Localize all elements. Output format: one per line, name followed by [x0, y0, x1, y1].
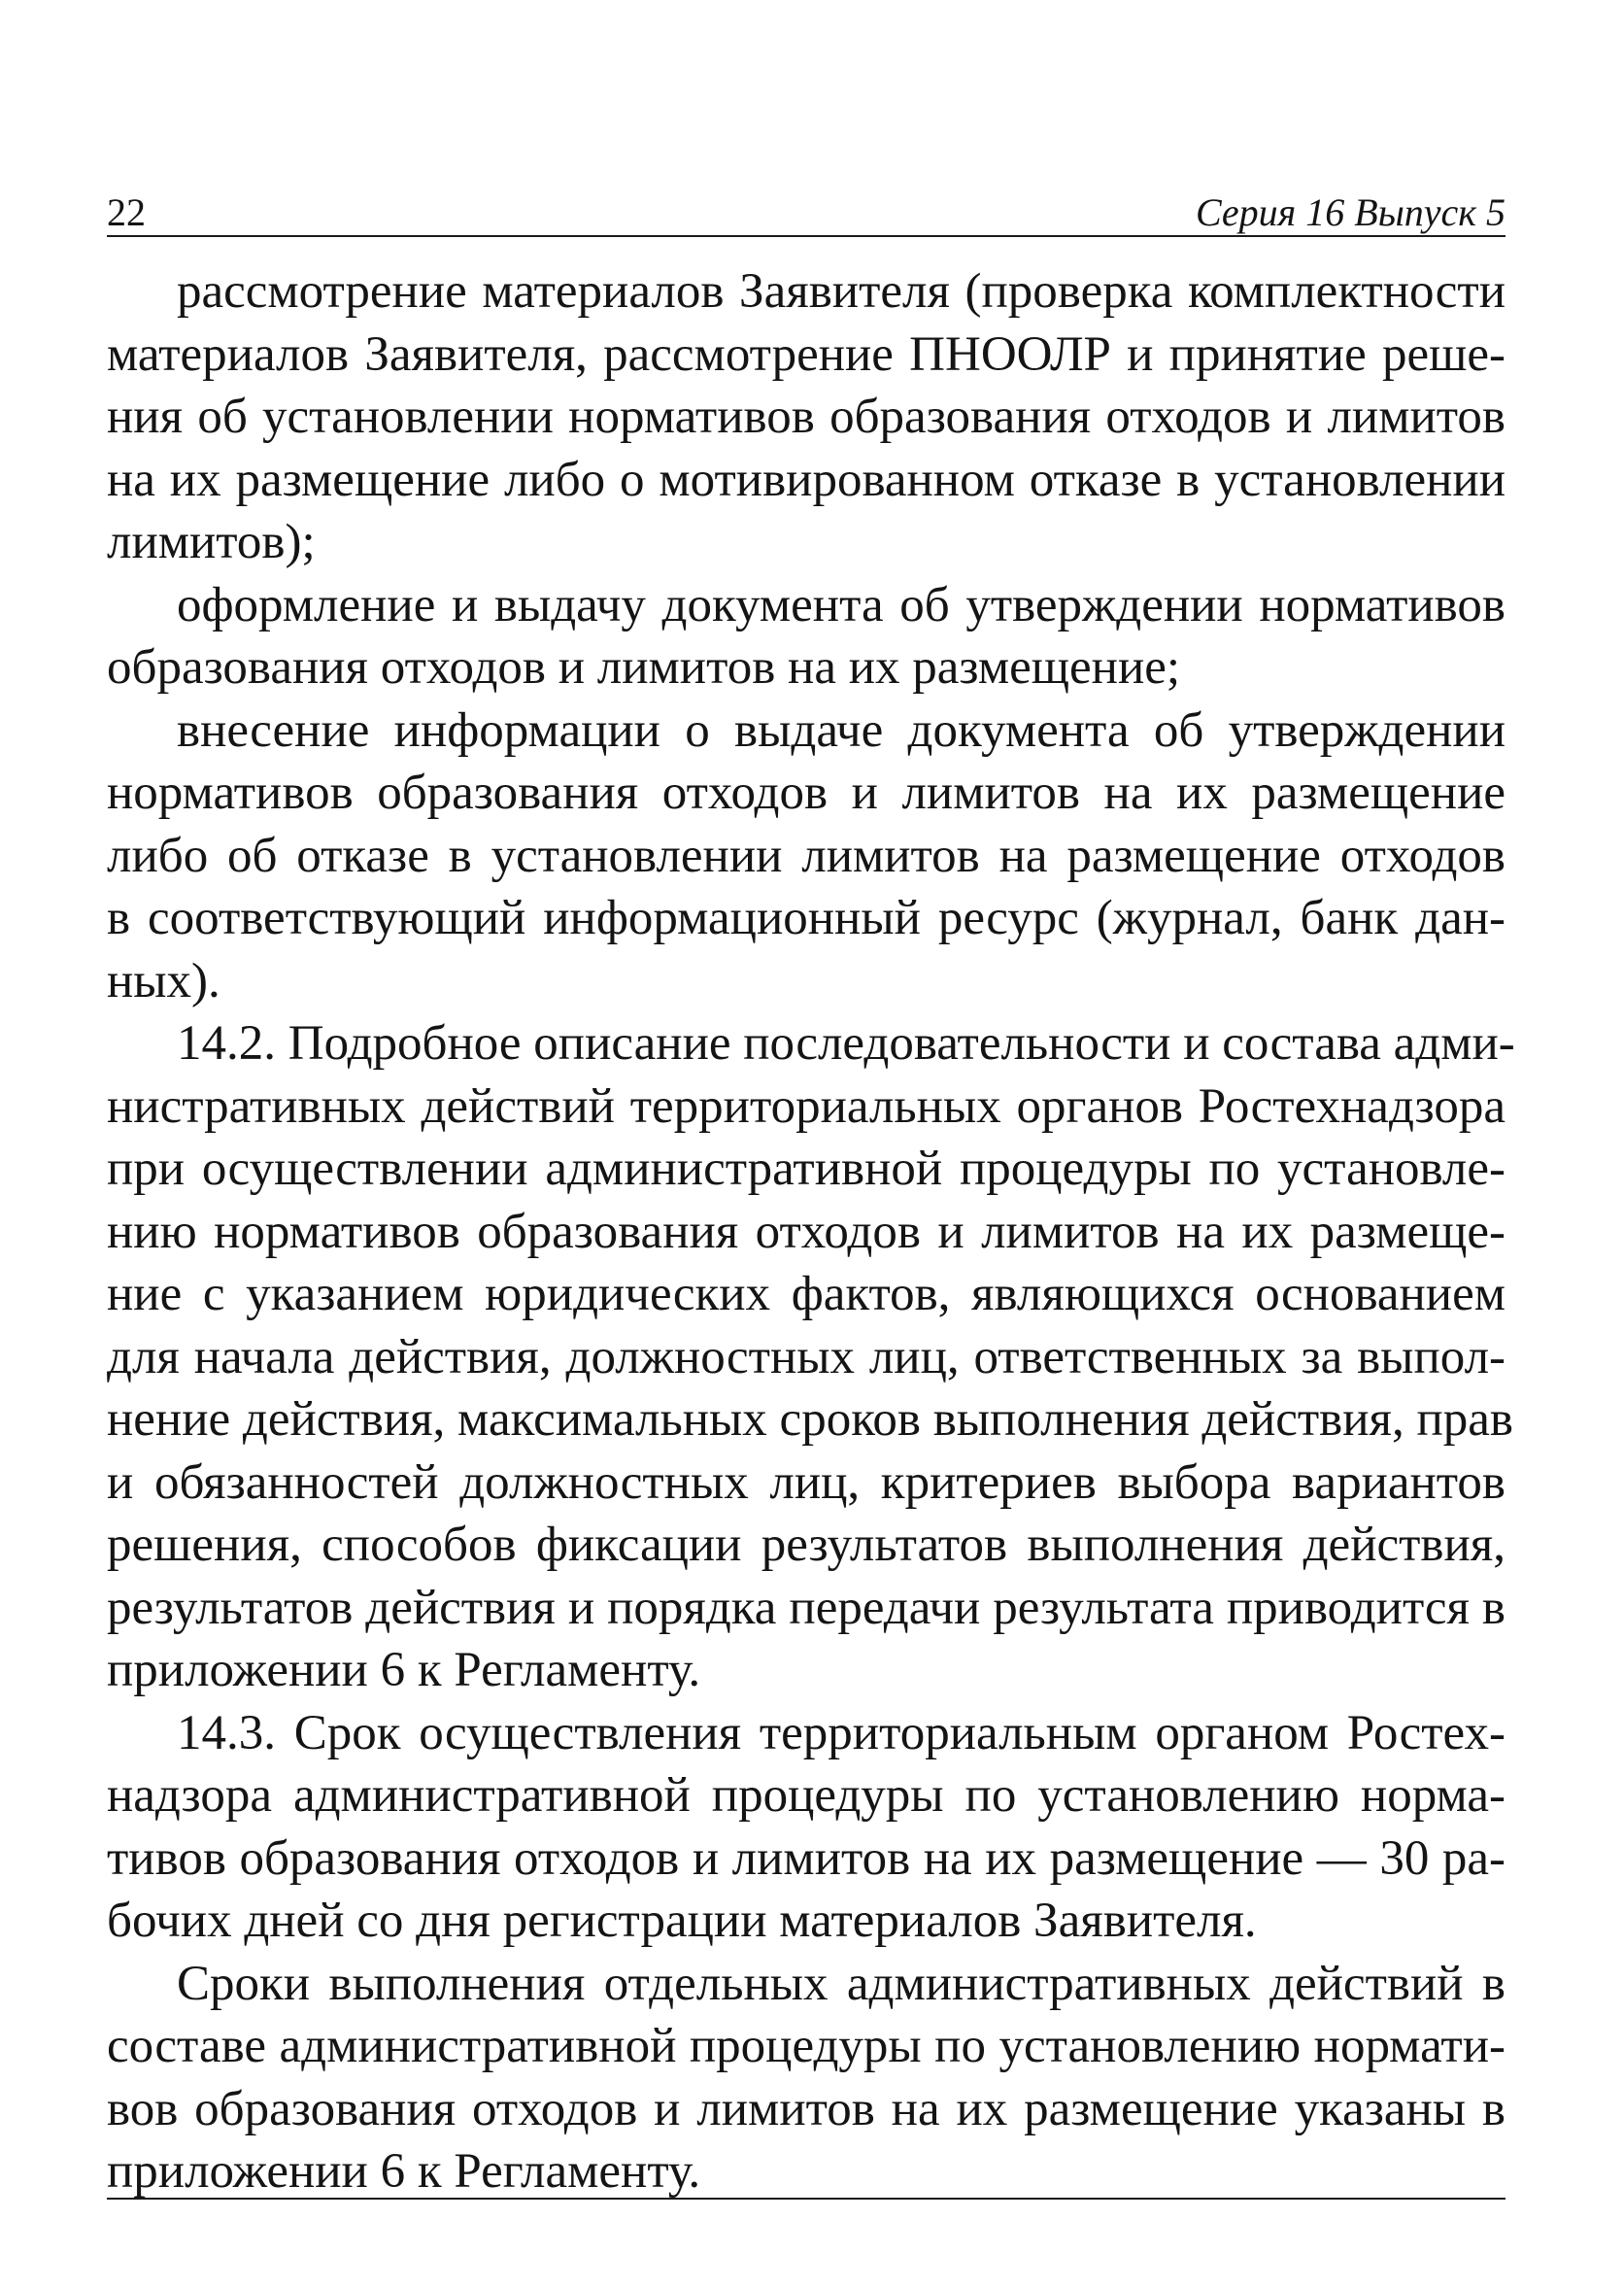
text-line: составе административной процедуры по установлению нормати- [107, 2019, 1506, 2073]
page-number: 22 [107, 190, 146, 234]
paragraph-deadlines [107, 1953, 1506, 2203]
text-line: и обязанностей должностных лиц, критериев выбора вариантов [107, 1454, 1506, 1510]
text-line: надзора административной процедуры по установлению норма- [107, 1768, 1506, 1823]
running-head: Серия 16 Выпуск 5 [1195, 190, 1506, 234]
text-line: результатов действия и порядка передачи результата приводится в [107, 1580, 1506, 1635]
text-line: нормативов образования отходов и лимитов на их размещение [107, 766, 1506, 820]
text-line: внесение информации о выдаче документа об утверждении [177, 702, 1506, 758]
text-line: образования отходов и лимитов на их размещение; [107, 640, 1181, 695]
paragraph-enter-information [107, 700, 1506, 1013]
text-line: вов образования отходов и лимитов на их размещение указаны в [107, 2081, 1506, 2136]
paragraph-review-materials [107, 260, 1506, 574]
text-line: ния об установлении нормативов образования отходов и лимитов [107, 390, 1506, 444]
paragraph-issue-document [107, 574, 1506, 700]
text-line: решения, способов фиксации результатов выполнения действия, [107, 1518, 1506, 1572]
text-line: оформление и выдачу документа об утверждении нормативов [177, 577, 1506, 632]
text-line: 14.2. Подробное описание последовательности и состава адми- [177, 1016, 1515, 1071]
text-line: нение действия, максимальных сроков выполнения действия, прав [107, 1392, 1513, 1447]
body-text [107, 260, 1515, 2203]
text-line: приложении 6 к Регламенту. [107, 2144, 701, 2199]
text-line: тивов образования отходов и лимитов на их размещение — 30 ра- [107, 1830, 1506, 1886]
text-line: 14.3. Срок осуществления территориальным органом Ростех- [177, 1705, 1506, 1760]
text-line: в соответствующий информационный ресурс (журнал, банк дан- [107, 891, 1506, 945]
text-line: либо об отказе в установлении лимитов на размещение отходов [107, 828, 1506, 883]
text-line: ние с указанием юридических фактов, являющихся основанием [107, 1267, 1506, 1321]
text-line: бочих дней со дня регистрации материалов Заявителя. [107, 1894, 1257, 1948]
text-line: нистративных действий территориальных органов Ростехнадзора [107, 1078, 1506, 1134]
text-line: нию нормативов образования отходов и лимитов на их размеще- [107, 1204, 1506, 1259]
paragraph-14-3 [107, 1702, 1506, 1953]
text-line: на их размещение либо о мотивированном отказе в установлении [107, 452, 1506, 507]
text-line: материалов Заявителя, рассмотрение ПНООЛР и принятие реше- [107, 326, 1506, 382]
text-line: лимитов); [107, 515, 316, 569]
text-line: приложении 6 к Регламенту. [107, 1643, 701, 1697]
text-line: для начала действия, должностных лиц, ответственных за выпол- [107, 1329, 1506, 1384]
text-line: при осуществлении административной процедуры по установле- [107, 1142, 1506, 1196]
page-header [107, 187, 1506, 237]
text-line: ных). [107, 953, 220, 1008]
text-line: Сроки выполнения отдельных административных действий в [177, 1956, 1506, 2011]
paragraph-14-2 [107, 1012, 1515, 1702]
footer-divider [107, 2198, 1506, 2200]
text-line: рассмотрение материалов Заявителя (проверка комплектности [177, 264, 1506, 319]
